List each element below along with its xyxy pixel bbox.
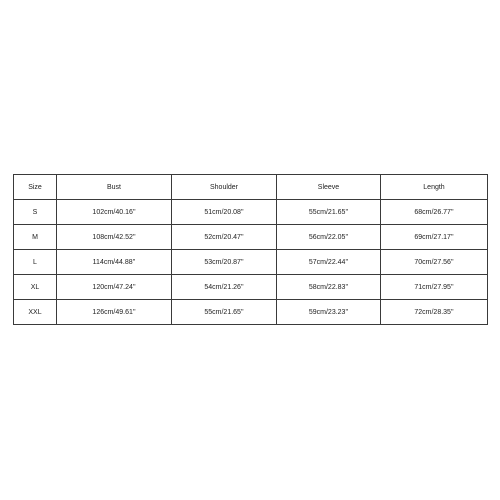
cell-length: 70cm/27.56'' xyxy=(381,250,488,275)
cell-shoulder: 51cm/20.08'' xyxy=(172,200,277,225)
cell-length: 72cm/28.35'' xyxy=(381,300,488,325)
cell-sleeve: 59cm/23.23'' xyxy=(277,300,381,325)
cell-sleeve: 55cm/21.65'' xyxy=(277,200,381,225)
cell-bust: 102cm/40.16'' xyxy=(57,200,172,225)
cell-shoulder: 52cm/20.47'' xyxy=(172,225,277,250)
cell-size: XXL xyxy=(14,300,57,325)
cell-shoulder: 54cm/21.26'' xyxy=(172,275,277,300)
cell-size: XL xyxy=(14,275,57,300)
cell-sleeve: 57cm/22.44'' xyxy=(277,250,381,275)
cell-shoulder: 53cm/20.87'' xyxy=(172,250,277,275)
table-row xyxy=(14,300,488,325)
cell-bust: 120cm/47.24'' xyxy=(57,275,172,300)
size-chart-table xyxy=(13,174,488,325)
cell-shoulder: 55cm/21.65'' xyxy=(172,300,277,325)
header-sleeve: Sleeve xyxy=(277,175,381,200)
cell-size: M xyxy=(14,225,57,250)
header-size: Size xyxy=(14,175,57,200)
table-row xyxy=(14,200,488,225)
cell-bust: 126cm/49.61'' xyxy=(57,300,172,325)
cell-length: 69cm/27.17'' xyxy=(381,225,488,250)
table-row xyxy=(14,275,488,300)
cell-bust: 114cm/44.88'' xyxy=(57,250,172,275)
table-header-row xyxy=(14,175,488,200)
cell-size: L xyxy=(14,250,57,275)
cell-sleeve: 58cm/22.83'' xyxy=(277,275,381,300)
table-row xyxy=(14,250,488,275)
table-row xyxy=(14,225,488,250)
header-shoulder: Shoulder xyxy=(172,175,277,200)
cell-size: S xyxy=(14,200,57,225)
header-bust: Bust xyxy=(57,175,172,200)
cell-bust: 108cm/42.52'' xyxy=(57,225,172,250)
cell-length: 68cm/26.77'' xyxy=(381,200,488,225)
cell-sleeve: 56cm/22.05'' xyxy=(277,225,381,250)
cell-length: 71cm/27.95'' xyxy=(381,275,488,300)
header-length: Length xyxy=(381,175,488,200)
